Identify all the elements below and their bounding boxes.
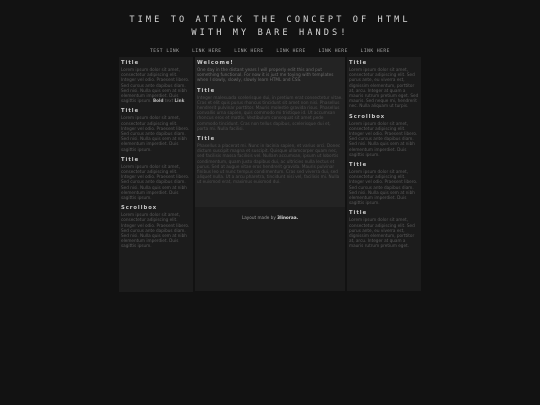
main-block-2 xyxy=(195,133,345,187)
welcome-block xyxy=(195,57,345,85)
bold-sample: Bold xyxy=(152,98,164,104)
right-block-1-text: Lorem ipsum dolor sit amet, consectetur adipiscing elit. Sed purus ante, eu viverra est, dignissim elementum, porttitor at, arcu. Integer at quam a mauris rutrum pretium eget. Sed mauris. Sed neque mi, hendrerit nec. Nulla aliquam ut turpis. xyxy=(349,67,419,109)
main-block-1-text: Integer malesuada scelerisque dui, in pretium erat consectetur vitae. Cras et elit quis purus rhoncus tincidunt sit amet non nisi. Phasellus hendrerit pulvinar porttitor. Mauris molestie gravida risus. Phasellus convallis urna sapien, quis commodo mi tristique id. Ut accumsan rhoncus eros et mattis. Vestibulum consequat sit amet pede commodo tincidunt. Cras non tellus dapibus, scelerisque dui et, porta mi. Nulla facilisi. xyxy=(197,94,343,131)
left-scrollbox-text: Lorem ipsum dolor sit amet, consectetur adipiscing elit. Integer vel odio. Praesent libero. Sed cursus ante dapibus diam. Sed nisi. Nulla quis sem at nibh elementum imperdiet. Duis sagittis ipsum. xyxy=(121,212,190,249)
right-scrollbox-text: Lorem ipsum dolor sit amet, consectetur adipiscing elit. Integer vel odio. Praesent libero. Sed cursus ante dapibus diam. Sed nisi. Nulla quis sem at nibh elementum imperdiet. Duis sagittis ipsum. xyxy=(349,120,418,157)
main-block-1 xyxy=(195,85,345,133)
right-sidebar xyxy=(347,57,421,291)
main-block-1-title: Title xyxy=(197,87,216,94)
right-block-3-title: Title xyxy=(349,162,368,169)
left-block-2-title: Title xyxy=(121,108,140,115)
right-scrollbox-title: Scrollbox xyxy=(349,113,386,120)
right-block-3-text: Lorem ipsum dolor sit amet, consectetur adipiscing elit. Integer vel odio. Praesent libero. Sed cursus ante dapibus diam. Sed nisi. Nulla quis sem at nibh elementum imperdiet. Duis sagittis ipsum. xyxy=(349,169,418,206)
left-block-1-title: Title xyxy=(121,60,140,66)
left-block-2 xyxy=(119,105,193,153)
main-content xyxy=(195,57,345,207)
main-block-2-title: Title xyxy=(197,136,216,143)
layout-credit-author[interactable]: 3linoraa. xyxy=(277,215,299,220)
top-nav xyxy=(150,48,390,56)
left-block-3-text: Lorem ipsum dolor sit amet, consectetur adipiscing elit. Integer vel odio. Praesent libero. Sed cursus ante dapibus diam. Sed nisi. Nulla quis sem at nibh elementum imperdiet. Duis sagittis ipsum. xyxy=(121,163,190,201)
link-sample[interactable]: Link xyxy=(174,98,185,104)
welcome-title: Welcome! xyxy=(197,60,234,66)
left-block-1 xyxy=(119,57,193,105)
right-block-4-text: Lorem ipsum dolor sit amet, consectetur adipiscing elit. Sed purus ante, eu viverra est, dignissim elementum, porttitor at, arcu. Integer at quam a mauris rutrum pretium eget. xyxy=(349,217,415,249)
layout-credit xyxy=(195,215,345,221)
left-block-3 xyxy=(119,154,193,202)
left-scrollbox-title: Scrollbox xyxy=(121,205,158,212)
left-sidebar xyxy=(119,57,193,292)
nav-link-2[interactable]: LINK HERE xyxy=(192,49,222,54)
left-block-2-text: Lorem ipsum dolor sit amet, consectetur adipiscing elit. Integer vel odio. Praesent libero. Sed cursus ante dapibus diam. Sed nisi. Nulla quis sem at nibh elementum imperdiet. Duis sagittis ipsum. xyxy=(121,115,190,152)
main-block-2-text: Phasellus a placerat mi. Nunc in lacinia sapien, et varius orci. Donec dictum suscipit magna et suscipit. Quisque ullamcorper quam nec, sed facilisis massa facilisis vel. Nullam accumsan, ipsum ut lobortis condimentum, quam justo dapibus dui, ac ultricies nulla lectus et purus. Sed at augue vitae eros hendrerit gravida. Mauris pulvinar finibus leo ut nunc tempus condimentum. Cras sed viverra dui, sed aliquet nulla. Ut a arcu pharetra, tincidunt nisi vel, facilisis mi. Nulla ut euismod erat, maximus euismod dui. xyxy=(197,143,341,185)
nav-link-5[interactable]: LINK HERE xyxy=(318,49,348,54)
italic-sample: text xyxy=(164,98,174,104)
site-title xyxy=(118,14,422,40)
left-block-1-body: Lorem ipsum dolor sit amet, consectetur adipiscing elit. Integer vel odio. Praesent libero. Sed cursus ante dapibus diam. Sed nisi. Nulla quis sem at nibh elementum imperdiet. Duis sagittis ipsum. xyxy=(121,67,190,104)
right-block-4-title: Title xyxy=(349,210,368,217)
left-scrollbox[interactable] xyxy=(119,202,193,250)
right-block-4 xyxy=(347,207,421,250)
left-block-3-title: Title xyxy=(121,156,140,163)
right-block-3 xyxy=(347,159,421,207)
welcome-text: One day in the distant years I will properly edit this and put something functional. For now it is just me toying with templates when I slowly, slowly, slowly learn HTML and CSS. xyxy=(197,67,334,83)
layout-credit-prefix: Layout made by xyxy=(241,215,276,220)
nav-link-3[interactable]: LINK HERE xyxy=(234,49,264,54)
left-block-1-text xyxy=(121,67,191,103)
site-title-line-2: WITH MY BARE HANDS! xyxy=(191,28,349,38)
right-scrollbox[interactable] xyxy=(347,111,421,159)
nav-link-6[interactable]: LINK HERE xyxy=(360,49,390,54)
right-block-1-title: Title xyxy=(349,60,368,66)
site-title-line-1: TIME TO ATTACK THE CONCEPT OF HTML xyxy=(129,15,411,25)
nav-link-4[interactable]: LINK HERE xyxy=(276,49,306,54)
nav-link-test[interactable]: TEST LINK xyxy=(150,49,180,54)
right-block-1 xyxy=(347,57,421,111)
